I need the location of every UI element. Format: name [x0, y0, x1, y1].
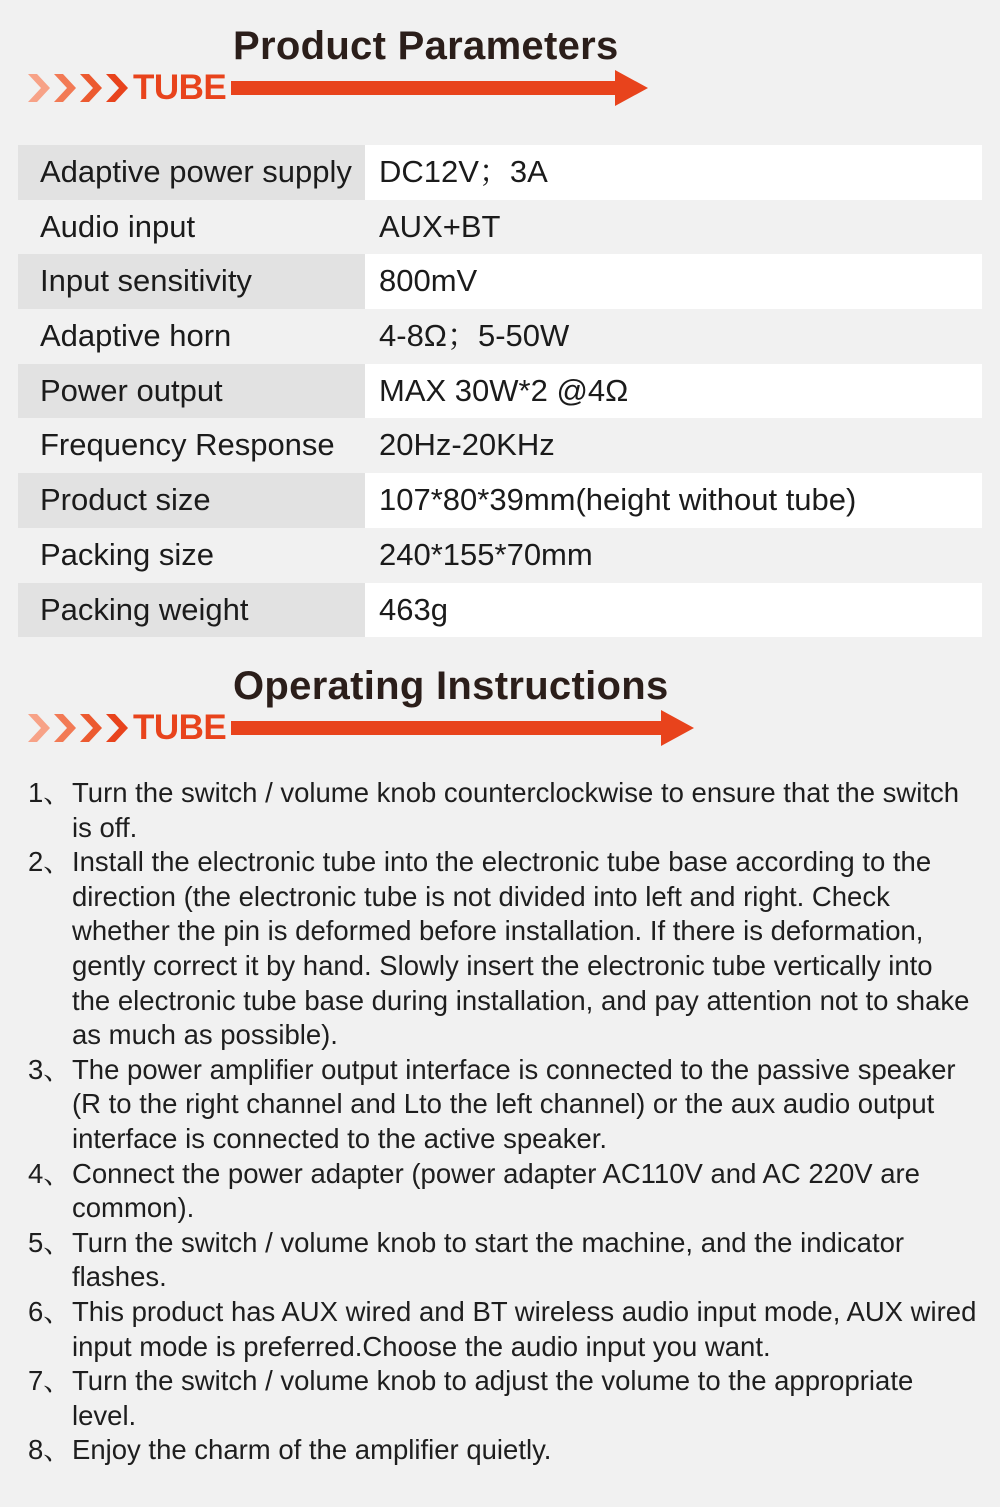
chevrons-icon [28, 710, 132, 746]
param-label: Audio input [40, 208, 196, 244]
table-row [18, 309, 982, 364]
table-row [18, 254, 982, 309]
table-row [18, 473, 982, 528]
step-number: 8、 [28, 1434, 71, 1466]
param-value: 240*155*70mm [379, 536, 593, 572]
list-item [28, 1157, 978, 1226]
step-number: 7、 [28, 1365, 71, 1397]
list-item [28, 776, 978, 845]
step-text: Enjoy the charm of the amplifier quietly. [72, 1434, 552, 1466]
step-number: 4、 [28, 1157, 71, 1189]
table-row [18, 200, 982, 255]
parameters-header [0, 0, 1000, 110]
table-row [18, 364, 982, 419]
list-item [28, 1053, 978, 1157]
table-row [18, 418, 982, 473]
param-value: AUX+BT [379, 208, 501, 244]
table-row [18, 145, 982, 200]
arrow-icon [231, 68, 649, 108]
table-row [18, 583, 982, 638]
param-label: Product size [18, 473, 365, 528]
param-value: DC12V；3A [365, 145, 982, 200]
arrow-icon [231, 708, 695, 748]
list-item [28, 1364, 978, 1433]
instructions-list [28, 776, 978, 1468]
brand-label: TUBE [133, 708, 227, 747]
table-row [18, 528, 982, 583]
step-number: 6、 [28, 1295, 71, 1327]
list-item [28, 1295, 978, 1364]
step-number: 1、 [28, 777, 71, 808]
step-text: Turn the switch / volume knob counterclockwise to ensure that the switch is off. [72, 777, 960, 843]
brand-label: TUBE [133, 68, 227, 107]
param-value: 107*80*39mm(height without tube) [365, 473, 982, 528]
chevrons-icon [28, 70, 132, 106]
param-value: 4-8Ω；5-50W [379, 318, 570, 354]
step-text: This product has AUX wired and BT wireless audio input mode, AUX wired input mode is preferred.Choose the audio input you want. [72, 1295, 977, 1362]
param-value: 463g [365, 583, 982, 638]
instructions-header [0, 640, 1000, 750]
param-value: 20Hz-20KHz [379, 427, 555, 463]
step-text: The power amplifier output interface is connected to the passive speaker (R to the right channel and Lto the left channel) or the aux audio output interface is connected to the active speaker. [72, 1053, 956, 1154]
list-item [28, 1433, 978, 1468]
param-label: Packing weight [18, 583, 365, 638]
step-number: 5、 [28, 1226, 71, 1258]
step-number: 2、 [28, 846, 71, 878]
step-text: Connect the power adapter (power adapter AC110V and AC 220V are common). [72, 1157, 920, 1224]
parameters-title: Product Parameters [233, 24, 619, 68]
param-label: Adaptive horn [40, 318, 232, 354]
step-text: Install the electronic tube into the electronic tube base according to the direction (the electronic tube is not divided into left and right. Check whether the pin is deformed before installation. If there is deformation, gently correct it by hand. Slowly insert the electronic tube vertically into the electronic tube base during installation, and pay attention not to shake as much as possible). [72, 846, 970, 1051]
instructions-title: Operating Instructions [233, 664, 669, 708]
param-value: MAX 30W*2 @4Ω [365, 364, 982, 419]
list-item [28, 845, 978, 1053]
param-label: Input sensitivity [18, 254, 365, 309]
parameters-table [18, 145, 982, 637]
param-label: Packing size [40, 536, 215, 572]
param-label: Frequency Response [40, 427, 335, 463]
list-item [28, 1226, 978, 1295]
param-label: Adaptive power supply [18, 145, 365, 200]
param-label: Power output [18, 364, 365, 419]
step-number: 3、 [28, 1053, 71, 1085]
step-text: Turn the switch / volume knob to start the machine, and the indicator flashes. [72, 1226, 905, 1293]
step-text: Turn the switch / volume knob to adjust the volume to the appropriate level. [72, 1365, 914, 1431]
param-value: 800mV [365, 254, 982, 309]
